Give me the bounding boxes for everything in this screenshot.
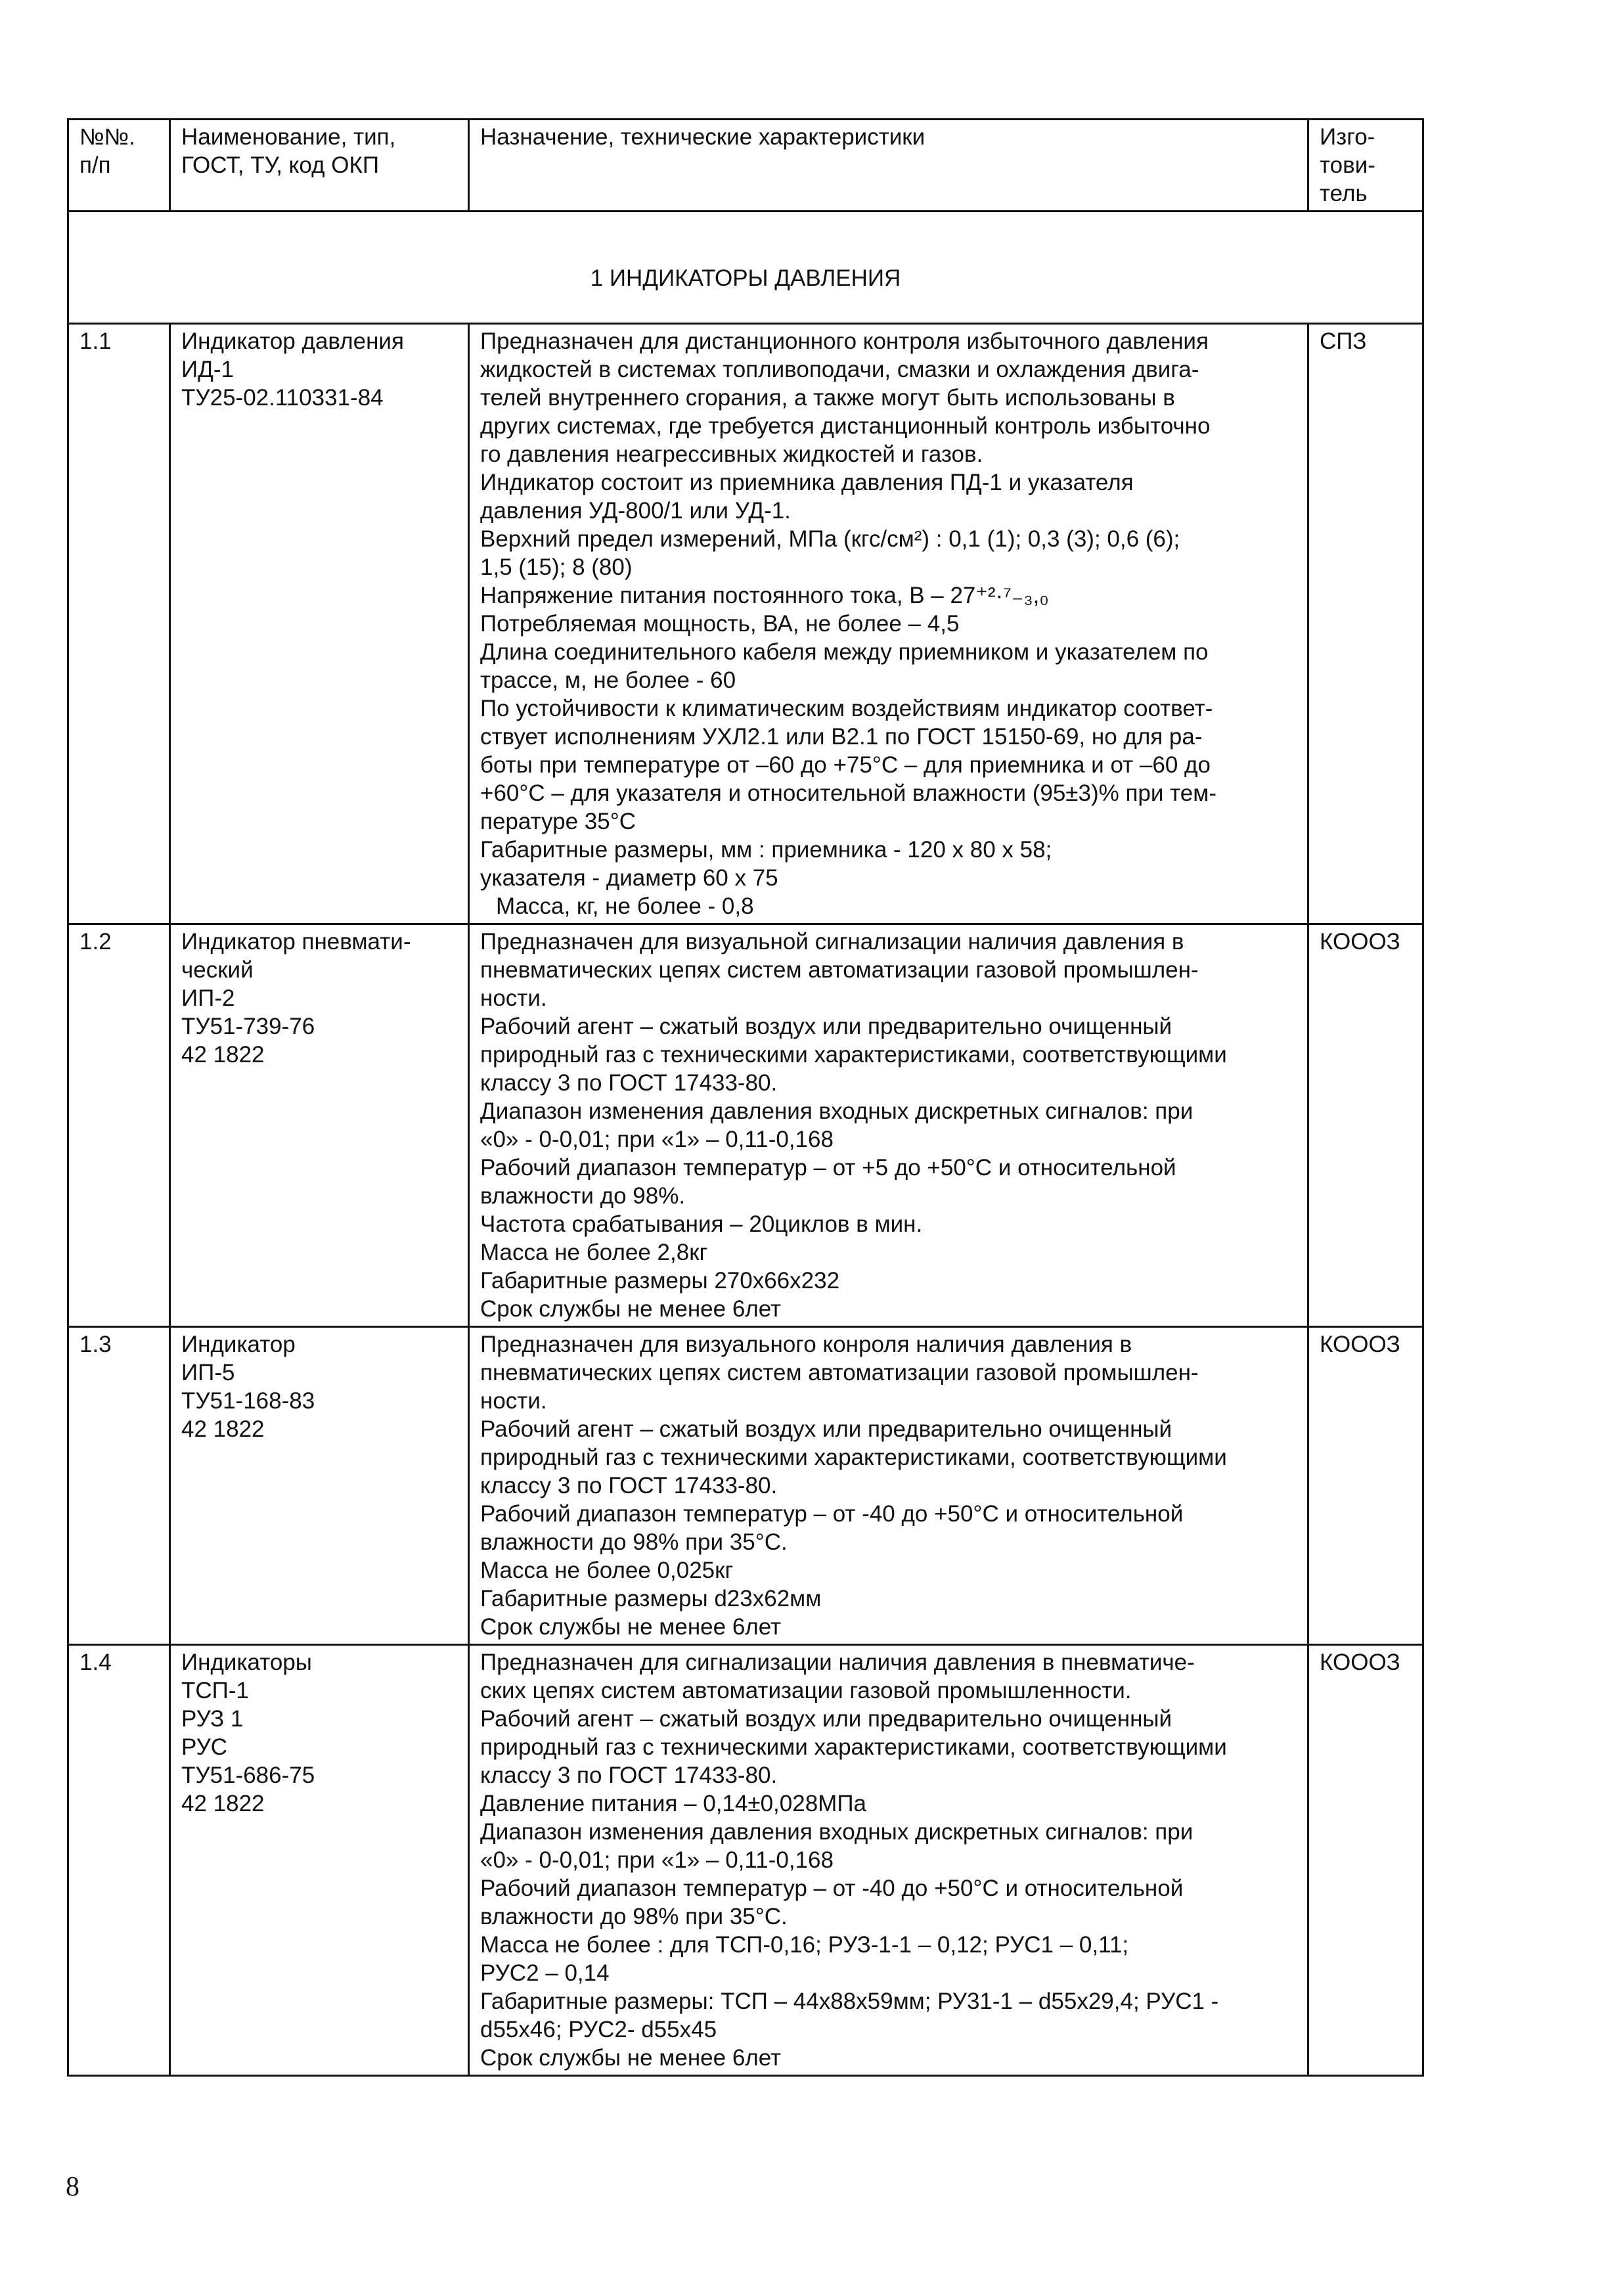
header-maker-line: Изго- xyxy=(1320,124,1375,150)
header-maker xyxy=(1308,120,1423,212)
row-description-line: влажности до 98% при 35°С. xyxy=(480,1529,788,1555)
table-row xyxy=(68,324,1423,924)
row-name-line: ческий xyxy=(181,957,254,983)
row-maker: КОООЗ xyxy=(1308,924,1423,1327)
row-description-line: 1,5 (15); 8 (80) xyxy=(480,554,633,580)
row-description-line: Индикатор состоит из приемника давления ПД-1 и указателя xyxy=(480,470,1134,495)
row-name-line: ТУ51-739-76 xyxy=(181,1014,315,1039)
row-description-line: влажности до 98%. xyxy=(480,1183,686,1209)
row-name-line: ИП-5 xyxy=(181,1360,235,1385)
row-number: 1.3 xyxy=(68,1327,170,1645)
row-description-line: +60°С – для указателя и относительной влажности (95±3)% при тем- xyxy=(480,780,1216,806)
row-description-line: телей внутреннего сгорания, а также могут быть использованы в xyxy=(480,385,1175,411)
row-description-line: жидкостей в системах топливоподачи, смазки и охлаждения двига- xyxy=(480,357,1199,382)
row-description-line: По устойчивости к климатическим воздействиям индикатор соответ- xyxy=(480,696,1213,721)
row-name-line: Индикатор давления xyxy=(181,328,404,354)
row-description xyxy=(469,324,1308,924)
row-name-line: ИП-2 xyxy=(181,985,235,1011)
row-description-line: Верхний предел измерений, МПа (кгс/см²) : 0,1 (1); 0,3 (3); 0,6 (6); xyxy=(480,526,1180,552)
row-name-line: РУС xyxy=(181,1734,228,1760)
row-description-line: Рабочий диапазон температур – от -40 до +50°С и относительной xyxy=(480,1876,1184,1901)
row-name-line: 42 1822 xyxy=(181,1791,265,1816)
row-name-line: ТСП-1 xyxy=(181,1678,249,1703)
header-maker-line: тови- xyxy=(1320,152,1375,178)
row-description-line: Масса, кг, не более - 0,8 xyxy=(496,893,754,919)
header-num-line: №№. xyxy=(79,124,135,150)
row-description-line: Габаритные размеры, мм : приемника - 120 х 80 х 58; xyxy=(480,837,1052,863)
row-description-line: Срок службы не менее 6лет xyxy=(480,2045,782,2071)
table-body xyxy=(68,324,1423,2076)
row-description-line: го давления неагрессивных жидкостей и газов. xyxy=(480,441,983,467)
row-description-line: Рабочий диапазон температур – от -40 до +50°С и относительной xyxy=(480,1501,1184,1527)
row-maker: КОООЗ xyxy=(1308,1645,1423,2076)
row-description-line: Частота срабатывания – 20циклов в мин. xyxy=(480,1211,923,1237)
row-description-line: Предназначен для сигнализации наличия давления в пневматиче- xyxy=(480,1650,1195,1675)
row-description-line: пературе 35°С xyxy=(480,809,636,834)
row-description-line: классу 3 по ГОСТ 17433-80. xyxy=(480,1473,778,1498)
row-number: 1.1 xyxy=(68,324,170,924)
row-description-line: давления УД-800/1 или УД-1. xyxy=(480,498,791,524)
header-name-line: Наименование, тип, xyxy=(181,124,396,150)
row-maker: КОООЗ xyxy=(1308,1327,1423,1645)
row-description-line: Масса не более 2,8кг xyxy=(480,1240,708,1265)
row-description-line: Диапазон изменения давления входных дискретных сигналов: при xyxy=(480,1819,1193,1845)
page-number: 8 xyxy=(66,2172,79,2202)
row-name-line: Индикатор xyxy=(181,1332,296,1357)
row-name-line: ТУ51-686-75 xyxy=(181,1763,315,1788)
row-name-line: ТУ51-168-83 xyxy=(181,1388,315,1414)
row-description-line: боты при температуре от –60 до +75°С – для приемника и от –60 до xyxy=(480,752,1211,778)
row-name-line: РУЗ 1 xyxy=(181,1706,244,1732)
row-description-line: ности. xyxy=(480,1388,547,1414)
table-row xyxy=(68,1327,1423,1645)
row-name-line: ТУ25-02.110331-84 xyxy=(181,385,384,411)
header-name-line: ГОСТ, ТУ, код ОКП xyxy=(181,152,380,178)
row-description-line: природный газ с техническими характеристиками, соответствующими xyxy=(480,1445,1227,1470)
row-description-line: Давление питания – 0,14±0,028МПа xyxy=(480,1791,866,1816)
row-description-line: «0» - 0-0,01; при «1» – 0,11-0,168 xyxy=(480,1127,834,1152)
row-description-line: Масса не более 0,025кг xyxy=(480,1558,734,1583)
row-description-line: природный газ с техническими характеристиками, соответствующими xyxy=(480,1042,1227,1068)
row-description-line: пневматических цепях систем автоматизации газовой промышлен- xyxy=(480,957,1199,983)
row-description-line: ских цепях систем автоматизации газовой промышленности. xyxy=(480,1678,1132,1703)
row-name-line: ИД-1 xyxy=(181,357,234,382)
row-description-line: ности. xyxy=(480,985,547,1011)
header-name xyxy=(170,120,469,212)
row-description-line: ствует исполнениям УХЛ2.1 или В2.1 по ГОСТ 15150-69, но для ра- xyxy=(480,724,1203,750)
row-description-line: Габаритные размеры d23x62мм xyxy=(480,1586,822,1611)
row-description-line: Рабочий диапазон температур – от +5 до +50°С и относительной xyxy=(480,1155,1176,1181)
row-description-line: Рабочий агент – сжатый воздух или предварительно очищенный xyxy=(480,1706,1172,1732)
row-description-line: Предназначен для дистанционного контроля избыточного давления xyxy=(480,328,1209,354)
row-description-line: Диапазон изменения давления входных дискретных сигналов: при xyxy=(480,1098,1193,1124)
row-name-line: Индикатор пневмати- xyxy=(181,929,411,955)
row-name xyxy=(170,1645,469,2076)
row-name-line: 42 1822 xyxy=(181,1416,265,1442)
row-description-line: РУС2 – 0,14 xyxy=(480,1960,610,1986)
header-maker-line: тель xyxy=(1320,181,1368,206)
row-description-line: пневматических цепях систем автоматизации газовой промышлен- xyxy=(480,1360,1199,1385)
row-description-line: природный газ с техническими характеристиками, соответствующими xyxy=(480,1734,1227,1760)
row-name xyxy=(170,924,469,1327)
header-num xyxy=(68,120,170,212)
table-row xyxy=(68,924,1423,1327)
section-title: 1 ИНДИКАТОРЫ ДАВЛЕНИЯ xyxy=(68,212,1423,324)
row-description-line: Рабочий агент – сжатый воздух или предварительно очищенный xyxy=(480,1416,1172,1442)
row-description-line: Предназначен для визуального конроля наличия давления в xyxy=(480,1332,1132,1357)
row-description-line: Потребляемая мощность, ВА, не более – 4,5 xyxy=(480,611,960,637)
row-description-line: Срок службы не менее 6лет xyxy=(480,1296,782,1322)
header-purpose: Назначение, технические характеристики xyxy=(469,120,1308,212)
row-number: 1.2 xyxy=(68,924,170,1327)
row-description-line: классу 3 по ГОСТ 17433-80. xyxy=(480,1070,778,1096)
table-header-row xyxy=(68,120,1423,212)
row-name xyxy=(170,1327,469,1645)
equipment-table xyxy=(67,118,1424,2077)
row-description-line: Напряжение питания постоянного тока, В – 27⁺²·⁷₋₃,₀ xyxy=(480,583,1049,608)
header-num-line: п/п xyxy=(79,152,111,178)
row-number: 1.4 xyxy=(68,1645,170,2076)
row-description-line: d55x46; РУС2- d55x45 xyxy=(480,2017,717,2042)
section-row xyxy=(68,212,1423,324)
row-description-line: Срок службы не менее 6лет xyxy=(480,1614,782,1640)
row-description-line: других системах, где требуется дистанционный контроль избыточно xyxy=(480,413,1211,439)
row-description-line: влажности до 98% при 35°С. xyxy=(480,1904,788,1929)
row-maker: СПЗ xyxy=(1308,324,1423,924)
row-description-line: Габаритные размеры: ТСП – 44х88х59мм; РУ31-1 – d55x29,4; РУС1 - xyxy=(480,1989,1219,2014)
row-description-line: Масса не более : для ТСП-0,16; РУЗ-1-1 – 0,12; РУС1 – 0,11; xyxy=(480,1932,1129,1958)
row-description-line: классу 3 по ГОСТ 17433-80. xyxy=(480,1763,778,1788)
table-row xyxy=(68,1645,1423,2076)
row-description xyxy=(469,924,1308,1327)
row-description-line: указателя - диаметр 60 х 75 xyxy=(480,865,778,891)
row-description-line: Рабочий агент – сжатый воздух или предварительно очищенный xyxy=(480,1014,1172,1039)
row-description-line: трассе, м, не более - 60 xyxy=(480,667,736,693)
row-name-line: 42 1822 xyxy=(181,1042,265,1068)
row-name-line: Индикаторы xyxy=(181,1650,312,1675)
row-description-line: Длина соединительного кабеля между приемником и указателем по xyxy=(480,639,1209,665)
row-description-line: Предназначен для визуальной сигнализации наличия давления в xyxy=(480,929,1184,955)
row-description xyxy=(469,1327,1308,1645)
row-description-line: Габаритные размеры 270х66х232 xyxy=(480,1268,840,1294)
row-description xyxy=(469,1645,1308,2076)
row-name xyxy=(170,324,469,924)
row-description-line: «0» - 0-0,01; при «1» – 0,11-0,168 xyxy=(480,1847,834,1873)
